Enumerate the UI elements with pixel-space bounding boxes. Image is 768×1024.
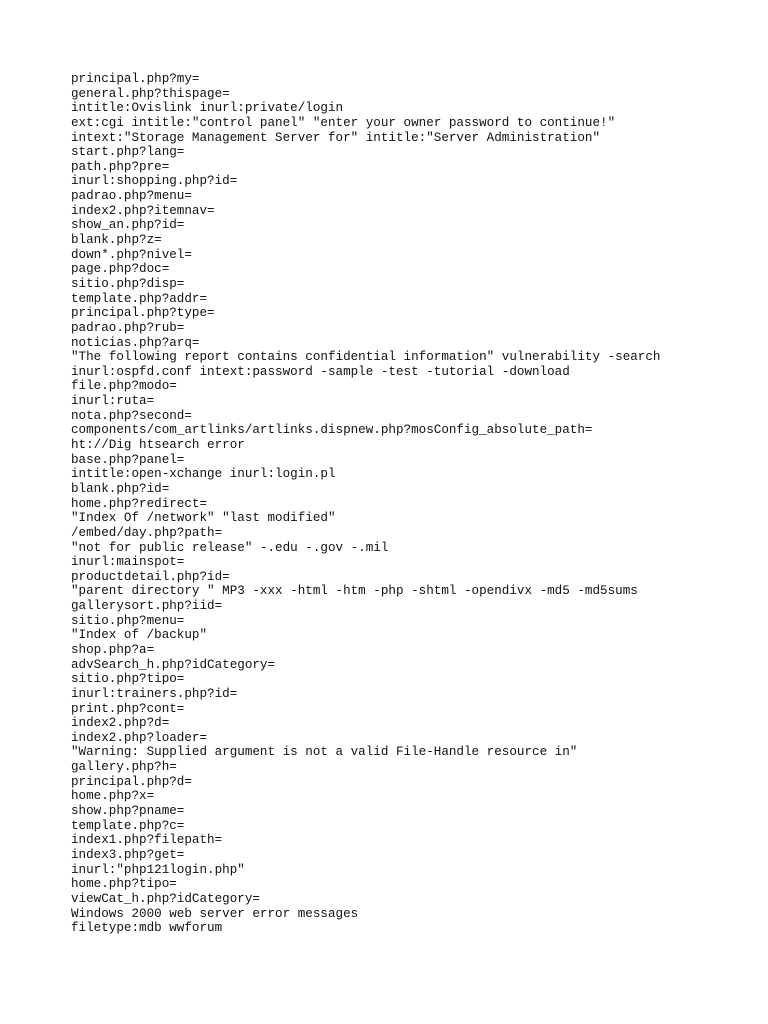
text-line: page.php?doc= — [71, 262, 170, 277]
text-line: blank.php?z= — [71, 233, 162, 248]
text-line: principal.php?type= — [71, 306, 215, 321]
text-line: Windows 2000 web server error messages — [71, 906, 359, 921]
text-line: inurl:mainspot= — [71, 555, 185, 570]
text-line: template.php?c= — [71, 818, 185, 833]
text-line: ext:cgi intitle:"control panel" "enter your owner password to continue!" — [71, 115, 616, 130]
text-line: home.php?x= — [71, 789, 155, 804]
text-line: "The following report contains confidential information" vulnerability -search — [71, 350, 661, 365]
text-line: viewCat_h.php?idCategory= — [71, 891, 260, 906]
text-line: start.php?lang= — [71, 145, 185, 160]
text-line: "Warning: Supplied argument is not a valid File-Handle resource in" — [71, 745, 578, 760]
text-line: "parent directory " MP3 -xxx -html -htm -php -shtml -opendivx -md5 -md5sums — [71, 584, 638, 599]
text-line: index2.php?d= — [71, 716, 170, 731]
text-line: "Index Of /network" "last modified" — [71, 511, 336, 526]
text-line: file.php?modo= — [71, 379, 177, 394]
text-line: sitio.php?menu= — [71, 613, 185, 628]
text-line: index2.php?itemnav= — [71, 203, 215, 218]
text-line: gallerysort.php?iid= — [71, 599, 223, 614]
text-line: show.php?pname= — [71, 804, 185, 819]
text-line: general.php?thispage= — [71, 86, 230, 101]
text-line: show_an.php?id= — [71, 218, 185, 233]
text-line: productdetail.php?id= — [71, 569, 230, 584]
text-line: down*.php?nivel= — [71, 247, 192, 262]
text-line: intitle:open-xchange inurl:login.pl — [71, 467, 336, 482]
text-line: inurl:shopping.php?id= — [71, 174, 238, 189]
text-line: base.php?panel= — [71, 452, 185, 467]
text-line: padrao.php?rub= — [71, 320, 185, 335]
text-line: sitio.php?tipo= — [71, 672, 185, 687]
text-line: inurl:trainers.php?id= — [71, 686, 238, 701]
text-line: path.php?pre= — [71, 159, 170, 174]
text-line: filetype:mdb wwforum — [71, 921, 223, 936]
text-line: nota.php?second= — [71, 408, 192, 423]
text-line: template.php?addr= — [71, 291, 208, 306]
text-line: index2.php?loader= — [71, 730, 208, 745]
text-line: /embed/day.php?path= — [71, 525, 223, 540]
text-line-list — [71, 72, 660, 936]
text-line: advSearch_h.php?idCategory= — [71, 657, 276, 672]
text-line: inurl:"php121login.php" — [71, 862, 245, 877]
text-line: gallery.php?h= — [71, 760, 177, 775]
text-line: intext:"Storage Management Server for" intitle:"Server Administration" — [71, 130, 601, 145]
text-line: home.php?tipo= — [71, 877, 177, 892]
text-line: "Index of /backup" — [71, 628, 208, 643]
text-line: components/com_artlinks/artlinks.dispnew.php?mosConfig_absolute_path= — [71, 423, 593, 438]
text-line: noticias.php?arq= — [71, 335, 200, 350]
text-line: inurl:ruta= — [71, 394, 155, 409]
text-line: blank.php?id= — [71, 481, 170, 496]
text-line: "not for public release" -.edu -.gov -.mil — [71, 540, 389, 555]
text-line: print.php?cont= — [71, 701, 185, 716]
text-line: principal.php?my= — [71, 72, 200, 86]
text-line: inurl:ospfd.conf intext:password -sample -test -tutorial -download — [71, 364, 570, 379]
text-line: shop.php?a= — [71, 642, 155, 657]
text-line: principal.php?d= — [71, 774, 192, 789]
text-line: padrao.php?menu= — [71, 189, 192, 204]
text-line: sitio.php?disp= — [71, 276, 185, 291]
text-line: index1.php?filepath= — [71, 833, 223, 848]
text-line: index3.php?get= — [71, 847, 185, 862]
text-line: ht://Dig htsearch error — [71, 438, 245, 453]
text-line: intitle:Ovislink inurl:private/login — [71, 101, 344, 116]
text-line: home.php?redirect= — [71, 496, 208, 511]
